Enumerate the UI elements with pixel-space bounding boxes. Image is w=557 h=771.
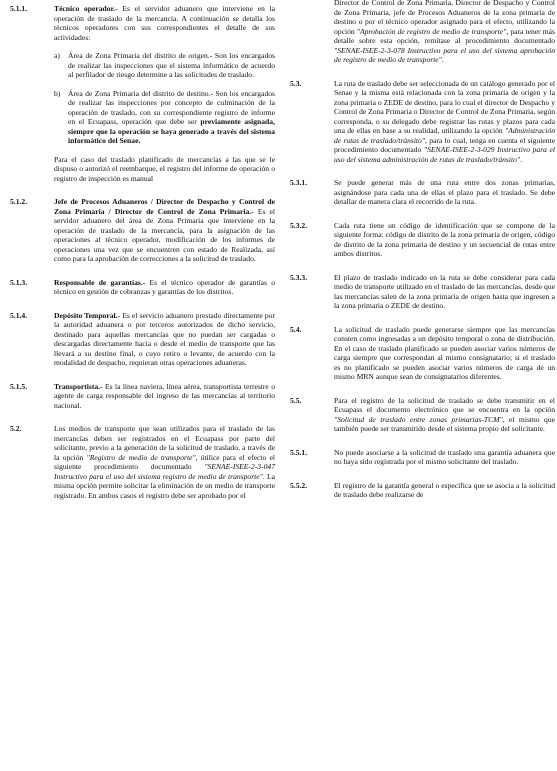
- section-5-1-2: [10, 197, 275, 264]
- section-5-1-3: [10, 278, 275, 297]
- section-text: .: [520, 154, 522, 164]
- section-number: 5.1.3.: [10, 277, 28, 287]
- section-heading: Técnico operador.-: [54, 4, 118, 13]
- right-column: [290, 0, 555, 500]
- section-number: 5.5.: [290, 395, 302, 405]
- item-letter: a): [54, 51, 60, 60]
- section-number: 5.1.4.: [10, 310, 28, 320]
- section-number: 5.3.1.: [290, 178, 308, 187]
- item-text: Área de Zona Primaria del distrito de origen.- Son los encargados de realizar las inspecciones que el sistema informático de acuerdo al perfilador de riesgo determine a las solicitudes de traslado.: [68, 51, 275, 79]
- section-heading: Jefe de Procesos Aduaneros / Director de Despacho y Control de Zona Primaria / Director de Control de Zona Primaria.-: [54, 197, 275, 216]
- section-number: 5.3.: [290, 78, 302, 88]
- section-number: 5.1.2.: [10, 197, 28, 206]
- section-5-5-2: [290, 481, 555, 500]
- section-text: Se puede generar más de una ruta entre dos zonas primarias, asignándose para cada una de ellas el plazo para el traslado. Se debe detallar de manera clara el recorrido de la ruta.: [334, 178, 555, 206]
- item-text: Área de Zona Primaria del distrito de destino.- Son los encargados de realizar las inspecciones por concepto de culminación de la operación de traslado, con su correspondiente registro de informe en el Ecuapass, operación que debe ser: [68, 88, 275, 126]
- section-5-5: [290, 396, 555, 434]
- section-number: 5.4.: [290, 324, 302, 334]
- section-5-1-1: [10, 4, 275, 42]
- section-text: No puede asociarse a la solicitud de traslado una garantía aduanera que no haya sido registrada por el mismo solicitante del traslado.: [334, 447, 555, 466]
- section-text: Para el registro de la solicitud de traslado se debe transmitir en el Ecuapass el documento electrónico que se encuentra en la opción: [334, 395, 555, 414]
- section-5-1-4: [10, 311, 275, 368]
- section-text: El plazo de traslado indicado en la ruta se debe considerar para cada medio de transporte utilizado en el traslado de las mercancías, desde que las mercancías salen de la zona primaria de origen hasta que ingresen a la zona primaria o ZEDE de destino.: [334, 272, 555, 310]
- section-5-3: [290, 79, 555, 165]
- section-text: El registro de la garantía general o específica que se asocia a la solicitud de traslado debe realizarse de: [334, 480, 555, 499]
- item-text-bold: previamente asignada, siempre que la operación se haya generado a través del sistema informático del Senae.: [68, 117, 275, 145]
- section-text: La solicitud de traslado puede generarse siempre que las mercancías consten como ingresadas a un depósito temporal o zona de distribución. En el caso de traslado planificado se pueden asociar varios números de carga siempre que correspondan al mismo consignatario; si el traslado es no planificado se pueden asociar varios números de carga de un mismo MRN aunque sean de consignatarios diferentes.: [334, 324, 555, 381]
- section-text-italic: "Administración de rutas de traslado/tránsito": [334, 126, 555, 145]
- item-letter: b): [54, 88, 61, 98]
- section-text-italic: "Solicitud de traslado entre zonas primarias-TCM": [334, 414, 503, 424]
- section-heading: Responsable de garantías.-: [54, 277, 146, 287]
- paragraph-text: Director de Control de Zona Primaria, Director de Despacho y Control de Zona Primaria, jefe de Procesos Aduaneros de la zona primaria de destino o por el técnico operador asignado para el efecto, utilizando la opción: [334, 0, 555, 36]
- section-5-3-2: [290, 221, 555, 259]
- section-number: 5.2.: [10, 424, 22, 433]
- left-column: [10, 0, 275, 500]
- section-text: , para lo cual, tenga en cuenta el siguiente procedimiento documentado: [334, 135, 555, 154]
- section-number: 5.1.5.: [10, 381, 28, 391]
- section-5-1-5: [10, 382, 275, 411]
- paragraph-text: .: [441, 55, 444, 64]
- section-text: La ruta de traslado debe ser seleccionada de un catálogo generado por el Senae y la misma está relacionada con la zona primaria de origen y la zona primaria o ZEDE de destino, para lo cual el director de Despacho y Control de Zona Primaria o Director de Control de Zona Primaria, según corresponda, o su delegado debe registrar las rutas y plazos para cada una de ellas en base a su realidad, utilizando la opción: [334, 78, 556, 135]
- section-text: Es la línea naviera, línea aérea, transportista terrestre o agente de carga responsable del ingreso de las mercancías al territorio nacional.: [54, 381, 275, 410]
- section-text: , el mismo que también puede ser transmitido desde el sistema propio del solicitante.: [334, 414, 555, 433]
- section-5-4: [290, 325, 555, 382]
- section-5-5-1: [290, 448, 555, 467]
- section-number: 5.3.2.: [290, 220, 308, 230]
- paragraph-text: , para tener más detalle sobre esta opción, remítase al procedimiento documentado: [334, 26, 555, 45]
- section-text: Es el servicio aduanero prestado directamente por la autoridad aduanera o por terceros autorizados de dicho servicio, destinado para aquellas mercancías que no puedan ser cargadas o descargadas directamente hacia o desde el medio de transporte que las llevará a su destino final, o cuyo retiro o levante, de acuerdo con la modalidad de despacho, requieran otras operaciones aduaneras.: [54, 310, 275, 367]
- item-a: [54, 51, 275, 80]
- paragraph-reembarque: Para el caso del traslado planificado de mercancías a las que se le dispuso o autorizó el reembarque, el registro del informe de operación o registro de inspección es manual: [54, 154, 275, 183]
- item-b: [54, 89, 275, 146]
- section-text-italic: "SENAE-ISEE-2-3-047 Instructivo para el uso del sistema registro de medio de transporte": [54, 462, 275, 481]
- continued-paragraph: [334, 0, 555, 65]
- section-text-italic: "SENAE-ISEE-2-3-029 Instructivo para el uso del sistema administración de rutas de traslado/tránsito": [334, 145, 555, 164]
- section-heading: Transportista.-: [54, 381, 103, 391]
- section-text: Es el servidor aduanero que interviene en la operación de traslado de la mercancía. A continuación se detalla los técnicos operadores con sus correspondientes el detalle de sus actividades:: [54, 4, 275, 42]
- paragraph-text-italic: "SENAE-ISEE-2-3-078 Instructivo para el uso del sistema aprobación de registro de medio de transporte": [334, 45, 555, 64]
- section-5-2: [10, 424, 275, 500]
- section-5-3-3: [290, 273, 555, 311]
- section-number: 5.1.1.: [10, 4, 28, 13]
- section-text: , útilice para el efecto el siguiente procedimiento documentado: [54, 452, 275, 471]
- section-text: Es el servidor aduanero del área de Zona Primaria que interviene en la operación de traslado de la mercancía, para la asignación de las operaciones al técnico operador, modificación de los informes de operaciones una vez que se encuentren con estado de Realizada, así como para la aprobación de correcciones a la solicitud de traslado.: [54, 206, 275, 263]
- section-heading: Depósito Temporal.-: [54, 310, 121, 320]
- section-number: 5.5.1.: [290, 447, 308, 457]
- paragraph-text-italic: "Aprobación de registro de medio de transporte": [356, 26, 507, 36]
- section-text: Es el técnico operador de garantías o técnico en gestión de cobranzas y garantías de los distritos.: [54, 277, 275, 296]
- section-number: 5.3.3.: [290, 272, 308, 282]
- section-text: . La misma opción permite solicitar la eliminación de un medio de transporte registrado. En ambos casos el registro debe ser aprobado por el: [54, 471, 275, 500]
- section-number: 5.5.2.: [290, 480, 308, 490]
- section-text: Los medios de transporte que sean utilizados para el traslado de las mercancías deben ser registrados en el Ecuapass por parte del solicitante, previo a la generación de la solicitud de traslado, a través de la opción: [54, 424, 275, 462]
- section-5-3-1: [290, 178, 555, 207]
- section-text: Cada ruta tiene un código de identificación que se compone de la siguiente forma: código de distrito de la zona primaria de origen, código de distrito de la zona primaria de destino y un secuencial de rutas entre ambos distritos.: [334, 220, 555, 258]
- section-text-italic: "Registro de medio de transporte": [86, 452, 196, 462]
